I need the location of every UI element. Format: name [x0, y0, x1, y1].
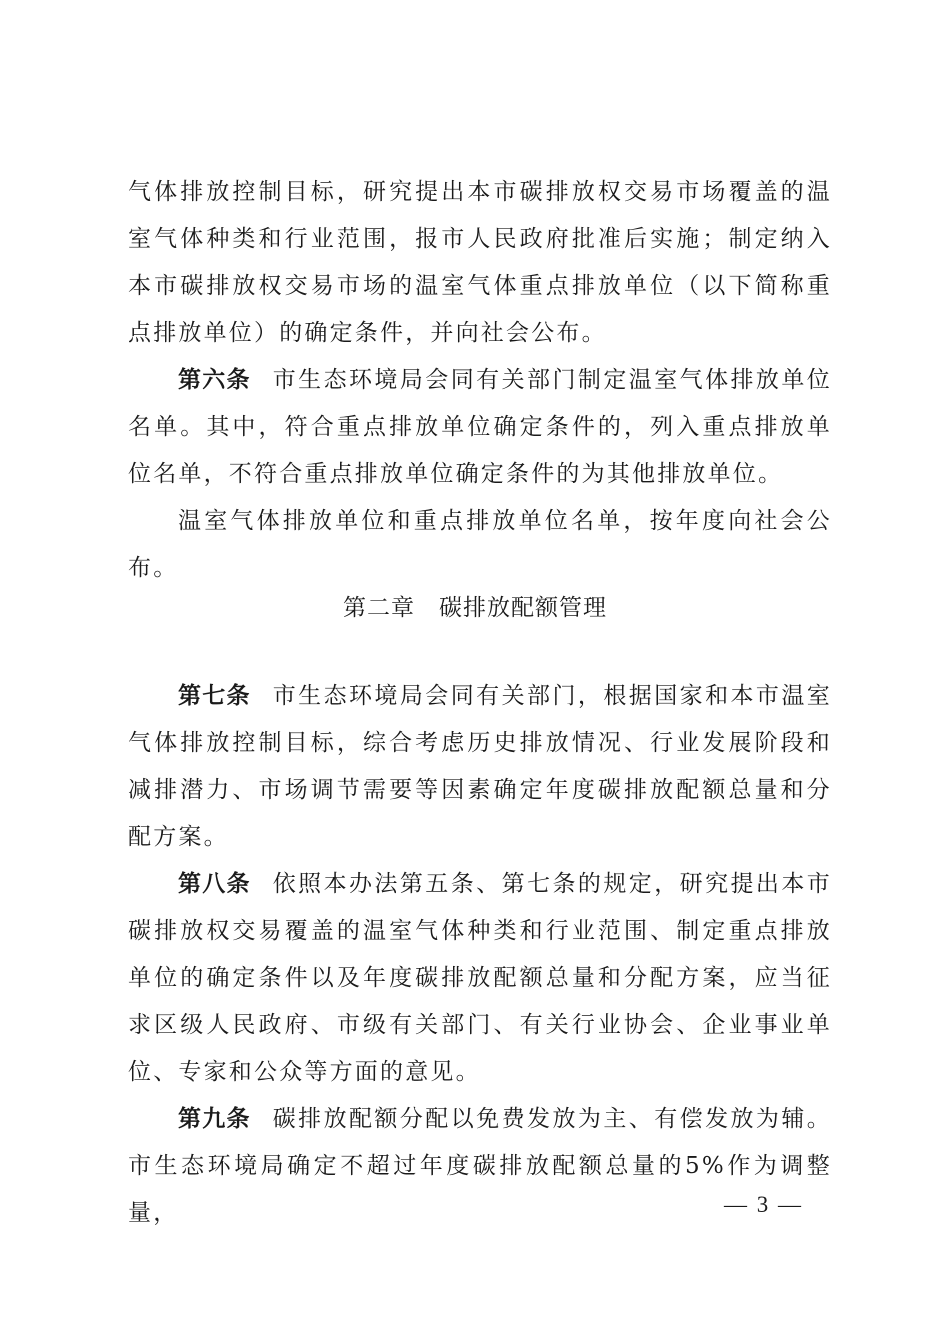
- article-9-label: 第九条: [178, 1106, 251, 1132]
- article-9-text: 碳排放配额分配以免费发放为主、有偿发放为辅。市生态环境局确定不超过年度碳排放配额总量的5%作为调整量，: [128, 1106, 832, 1226]
- article-6: [128, 357, 832, 498]
- article-7: [128, 673, 832, 861]
- text-block-lower: [128, 673, 832, 1237]
- paragraph-continuation: 气体排放控制目标，研究提出本市碳排放权交易市场覆盖的温室气体种类和行业范围，报市人民政府批准后实施；制定纳入本市碳排放权交易市场的温室气体重点排放单位（以下简称重点排放单位）的确定条件，并向社会公布。: [128, 179, 832, 346]
- article-6-label: 第六条: [178, 367, 251, 393]
- page-number: — 3 —: [724, 1192, 803, 1217]
- paragraph-list-publication: 温室气体排放单位和重点排放单位名单，按年度向社会公布。: [128, 508, 832, 581]
- chapter-title: 碳排放配额管理: [439, 595, 607, 621]
- article-6-text: 市生态环境局会同有关部门制定温室气体排放单位名单。其中，符合重点排放单位确定条件的，列入重点排放单位名单，不符合重点排放单位确定条件的为其他排放单位。: [128, 367, 832, 487]
- chapter-heading: [0, 589, 950, 622]
- chapter-number: 第二章: [343, 595, 415, 621]
- article-8-label: 第八条: [178, 871, 251, 897]
- article-7-label: 第七条: [178, 683, 251, 709]
- text-block-upper: [128, 169, 832, 592]
- article-7-text: 市生态环境局会同有关部门，根据国家和本市温室气体排放控制目标，综合考虑历史排放情况、行业发展阶段和减排潜力、市场调节需要等因素确定年度碳排放配额总量和分配方案。: [128, 683, 832, 850]
- article-8-text: 依照本办法第五条、第七条的规定，研究提出本市碳排放权交易覆盖的温室气体种类和行业范围、制定重点排放单位的确定条件以及年度碳排放配额总量和分配方案，应当征求区级人民政府、市级有关部门、有关行业协会、企业事业单位、专家和公众等方面的意见。: [128, 871, 832, 1085]
- article-8: [128, 861, 832, 1096]
